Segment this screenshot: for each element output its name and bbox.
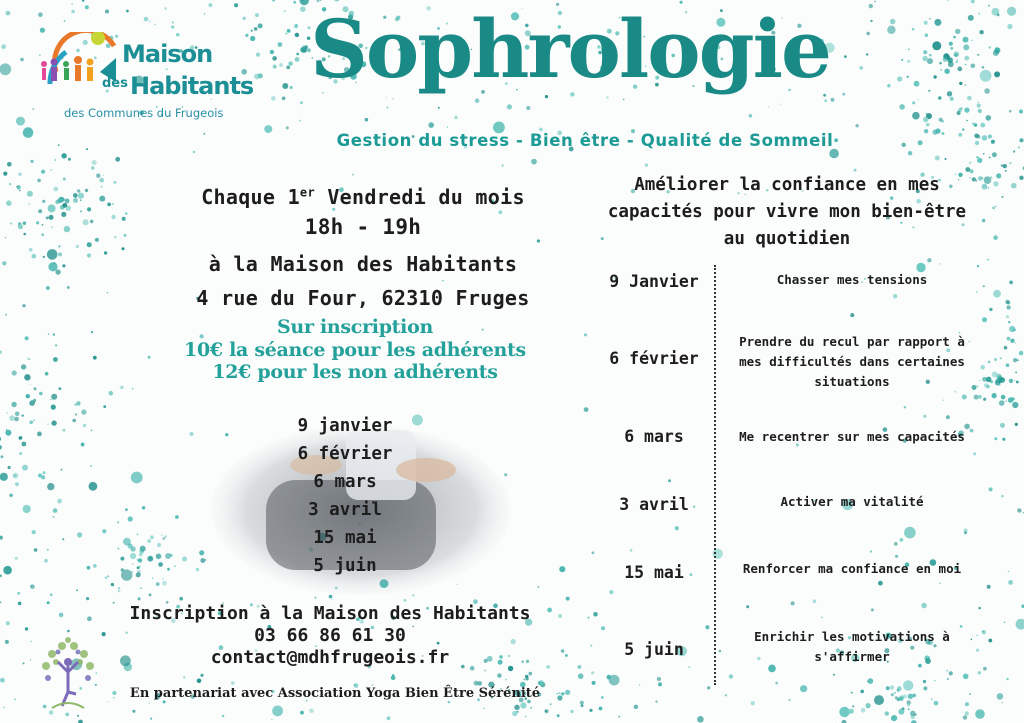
schedule-activity: Prendre du recul par rapport à mes difficultés dans certaines situations — [739, 334, 965, 389]
list-item: 3 avril — [308, 500, 382, 520]
schedule-activity: Renforcer ma confiance en moi — [742, 561, 962, 576]
logo-text-maison: Maison — [122, 40, 213, 68]
list-item: 6 mars — [313, 472, 377, 492]
registration-note: Sur inscription — [277, 316, 433, 338]
session-hours: 18h - 19h — [304, 215, 422, 239]
schedule-activity: Me recentrer sur mes capacités — [739, 429, 965, 444]
list-item: 5 juin — [313, 556, 377, 576]
contact-registration: Inscription à la Maison des Habitants — [129, 603, 531, 624]
partnership-note: En partenariat avec Association Yoga Bien Être Sérénité — [129, 686, 541, 701]
schedule-date: 15 mai — [624, 563, 684, 582]
session-address: 4 rue du Four, 62310 Fruges — [196, 286, 530, 310]
list-item: 6 février — [297, 444, 393, 464]
page-subtitle: Gestion du stress - Bien être - Qualité de Sommeil — [336, 131, 834, 150]
logo-text-habitants: Habitants — [130, 72, 254, 100]
maison-des-habitants-logo — [36, 32, 256, 124]
session-frequency: Chaque 1er Vendredi du mois — [201, 185, 525, 209]
session-dates-list — [230, 412, 460, 580]
price-members: 10€ la séance pour les adhérents — [184, 339, 526, 361]
logo-text-des: des — [102, 76, 128, 91]
schedule-activity: Chasser mes tensions — [776, 272, 928, 287]
schedule-date: 6 février — [609, 349, 699, 368]
session-place: à la Maison des Habitants — [208, 252, 518, 276]
contact-phone[interactable]: 03 66 86 61 30 — [254, 625, 406, 646]
schedule-date: 6 mars — [624, 427, 684, 446]
logo-family-icon — [36, 32, 126, 102]
contact-email[interactable]: contact@mdhfrugeois.fr — [210, 647, 450, 668]
schedule-date: 3 avril — [619, 495, 689, 514]
schedule-activity: Enrichir les motivations à s'affirmer — [754, 629, 950, 664]
list-item: 9 janvier — [297, 416, 393, 436]
logo-subtitle: des Communes du Frugeois — [64, 106, 224, 120]
price-non-members: 12€ pour les non adhérents — [212, 361, 498, 383]
schedule-date: 9 Janvier — [609, 272, 699, 291]
schedule-activity: Activer ma vitalité — [780, 494, 924, 509]
page-title: Sophrologie — [310, 2, 830, 96]
yoga-tree-logo-icon — [32, 632, 104, 712]
schedule-divider — [714, 265, 716, 685]
program-heading: Améliorer la confiance en mes capacités pour vivre mon bien-être au quotidien — [607, 175, 967, 249]
list-item: 15 mai — [313, 528, 377, 548]
schedule-date: 5 juin — [624, 640, 684, 659]
